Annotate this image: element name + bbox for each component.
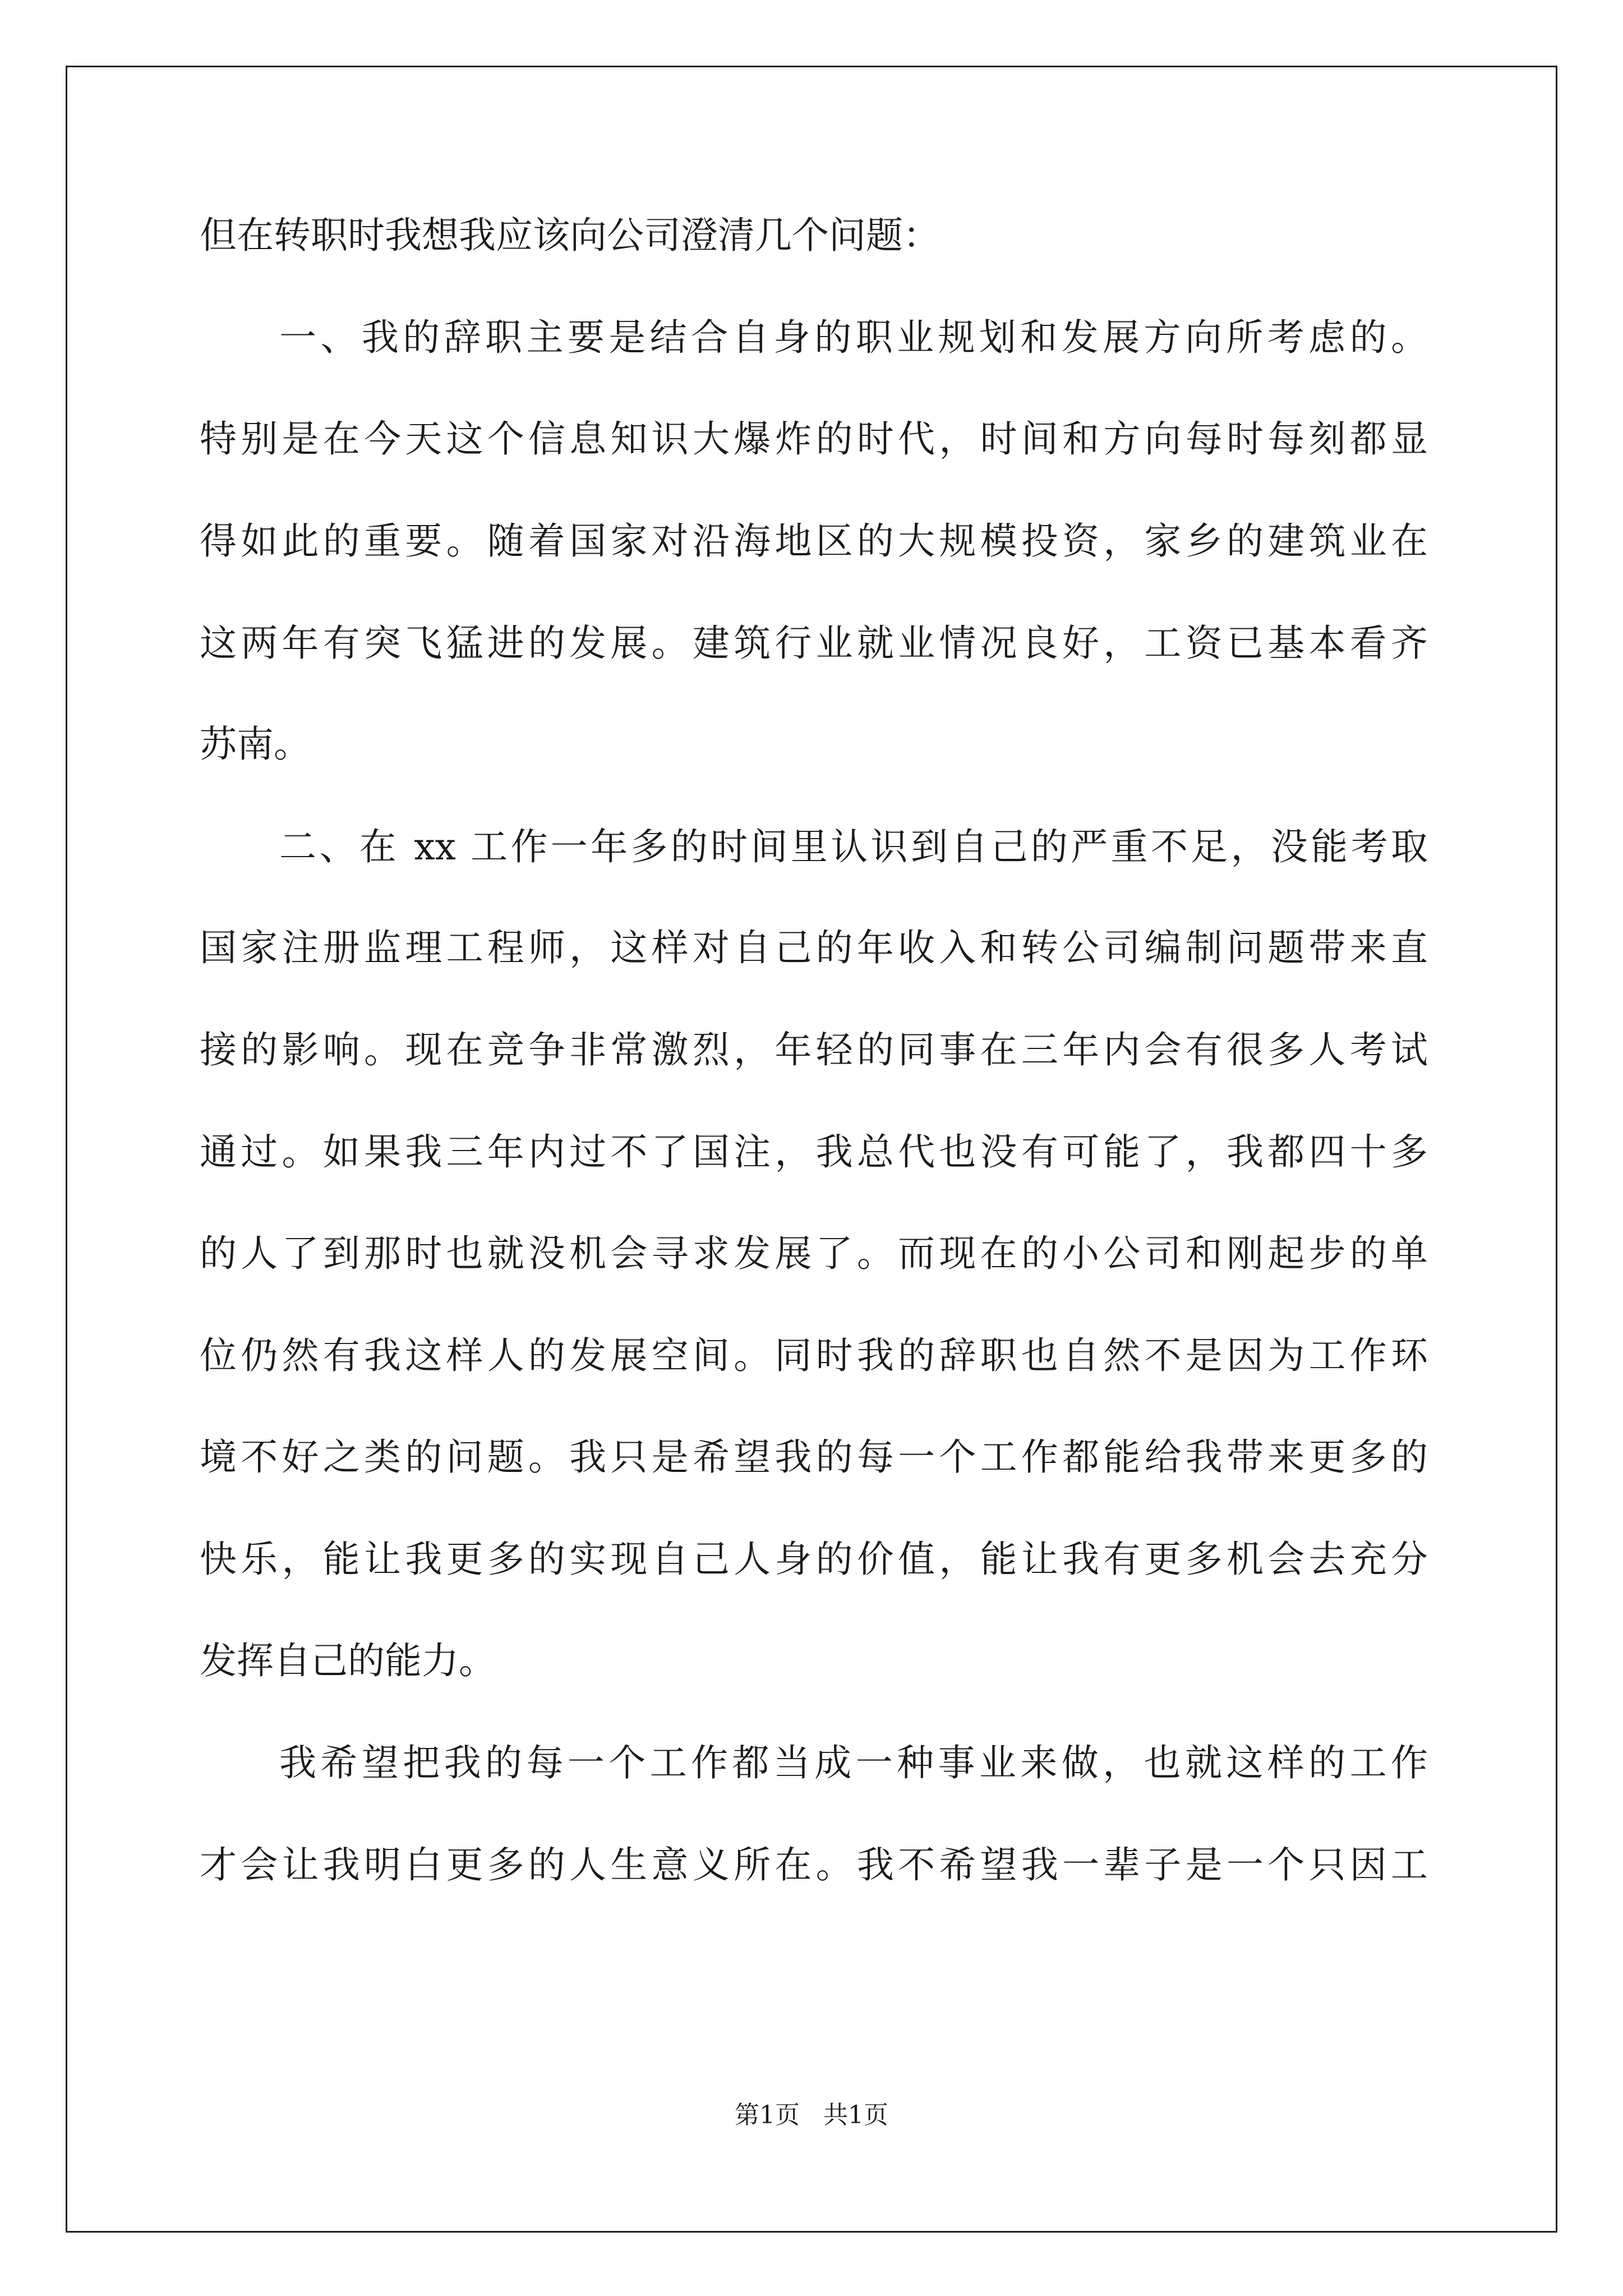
text-line: 发挥自己的能力。 [200, 1639, 496, 1682]
text-line: 特别是在今天这个信息知识大爆炸的时代，时间和方向每时每刻都显 [200, 417, 1428, 461]
text-line: 通过。如果我三年内过不了国注，我总代也没有可能了，我都四十多 [200, 1130, 1428, 1174]
text-line: 苏南。 [200, 723, 311, 766]
text-line: 境不好之类的问题。我只是希望我的每一个工作都能给我带来更多的 [200, 1435, 1428, 1479]
text-line: 才会让我明白更多的人生意义所在。我不希望我一辈子是一个只因工 [200, 1843, 1428, 1887]
text-line: 位仍然有我这样人的发展空间。同时我的辞职也自然不是因为工作环 [200, 1334, 1428, 1377]
text-line: 快乐，能让我更多的实现自己人身的价值，能让我有更多机会去充分 [200, 1538, 1428, 1581]
text-line: 得如此的重要。随着国家对沿海地区的大规模投资，家乡的建筑业在 [200, 519, 1428, 563]
page-number-footer: 第1页 共1页 [735, 2101, 888, 2129]
text-line: 二、在 xx 工作一年多的时间里认识到自己的严重不足，没能考取 [279, 825, 1428, 868]
text-line: 我希望把我的每一个工作都当成一种事业来做，也就这样的工作 [279, 1741, 1428, 1784]
text-line: 这两年有突飞猛进的发展。建筑行业就业情况良好，工资已基本看齐 [200, 622, 1428, 665]
text-line: 接的影响。现在竞争非常激烈，年轻的同事在三年内会有很多人考试 [200, 1028, 1428, 1071]
text-line: 但在转职时我想我应该向公司澄清几个问题： [200, 214, 940, 257]
text-line: 的人了到那时也就没机会寻求发展了。而现在的小公司和刚起步的单 [200, 1232, 1428, 1275]
text-line: 一、我的辞职主要是结合自身的职业规划和发展方向所考虑的。 [279, 316, 1428, 359]
text-line: 国家注册监理工程师，这样对自己的年收入和转公司编制问题带来直 [200, 926, 1428, 969]
